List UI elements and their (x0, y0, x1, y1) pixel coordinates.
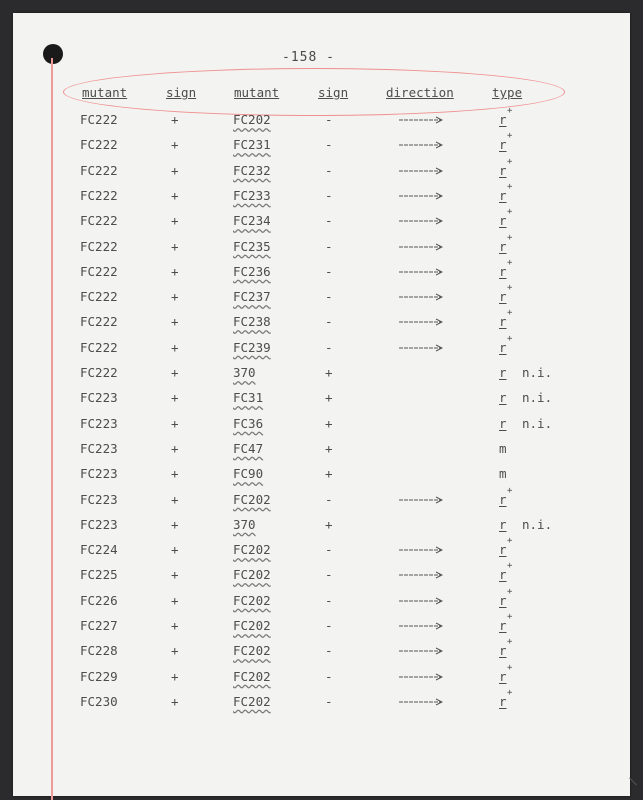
cell-sign-1: + (171, 618, 179, 633)
cell-mutant-1: FC222 (80, 314, 118, 330)
cell-mutant-2: FC202 (233, 567, 271, 583)
cell-mutant-2: FC238 (233, 314, 271, 330)
cell-mutant-2: FC232 (233, 162, 271, 178)
cell-sign-1: + (171, 592, 179, 608)
cell-sign-2: - (325, 162, 333, 178)
cell-mutant-1: FC222 (80, 289, 118, 305)
cell-sign-2: - (325, 314, 333, 330)
cell-sign-1: + (171, 440, 179, 456)
cell-sign-2: + (325, 440, 333, 456)
cell-mutant-1: FC227 (80, 618, 118, 633)
cell-mutant-1: FC222 (80, 162, 118, 178)
cell-sign-1: + (171, 339, 179, 355)
direction-arrow-icon (399, 673, 443, 681)
cell-mutant-1: FC222 (80, 137, 118, 153)
cell-mutant-2: FC236 (233, 263, 271, 279)
cell-mutant-1: FC223 (80, 466, 118, 482)
cell-type: r (499, 187, 507, 203)
cell-sign-1: + (171, 567, 179, 583)
type-superscript: + (507, 181, 513, 192)
direction-arrow-icon (399, 344, 443, 352)
cell-mutant-1: FC222 (80, 263, 118, 279)
cell-type: r (499, 112, 507, 127)
cell-sign-1: + (171, 137, 179, 153)
cell-mutant-2: FC202 (233, 592, 271, 608)
cell-mutant-2: 370 (233, 365, 256, 380)
cell-sign-1: + (171, 415, 179, 431)
cell-mutant-2: FC233 (233, 187, 271, 203)
cell-mutant-1: FC223 (80, 516, 118, 532)
cell-type: r (499, 162, 507, 178)
type-superscript: + (507, 156, 513, 167)
cell-sign-1: + (171, 390, 179, 406)
cell-type: r (499, 213, 507, 229)
cell-sign-1: + (171, 542, 179, 558)
type-superscript: + (507, 687, 513, 698)
cell-mutant-2: FC36 (233, 415, 264, 431)
type-superscript: + (507, 207, 513, 218)
direction-arrow-icon (399, 217, 443, 225)
cell-mutant-1: FC224 (80, 542, 118, 558)
cell-mutant-1: FC230 (80, 693, 118, 709)
cell-sign-1: + (171, 516, 179, 532)
type-superscript: + (507, 106, 513, 116)
direction-arrow-icon (399, 243, 443, 251)
type-superscript: + (507, 485, 513, 496)
direction-arrow-icon (399, 318, 443, 326)
direction-arrow-icon (399, 293, 443, 301)
cell-type: r (499, 415, 507, 431)
cell-type: m (499, 440, 507, 456)
cell-type: r (499, 238, 507, 254)
cell-type: r (499, 668, 507, 684)
cell-sign-2: + (325, 390, 333, 406)
type-superscript: + (507, 308, 513, 319)
cell-type: r (499, 542, 507, 558)
cell-sign-2: - (325, 542, 333, 558)
cell-sign-2: - (325, 491, 333, 507)
cell-mutant-2: FC237 (233, 289, 271, 305)
direction-arrow-icon (399, 622, 443, 630)
cell-sign-2: - (325, 112, 333, 127)
direction-arrow-icon (399, 141, 443, 149)
page-number: -158 - (282, 50, 335, 65)
cell-sign-2: - (325, 187, 333, 203)
cell-sign-2: - (325, 137, 333, 153)
cell-type: r (499, 592, 507, 608)
cell-type: r (499, 263, 507, 279)
header-direction: direction (386, 85, 454, 100)
cell-mutant-2: FC31 (233, 390, 264, 406)
direction-arrow-icon (399, 167, 443, 175)
header-type: type (492, 85, 523, 100)
cell-mutant-2: FC234 (233, 213, 271, 229)
type-superscript: + (507, 612, 513, 622)
cell-sign-2: - (325, 339, 333, 355)
cell-sign-2: + (325, 516, 333, 532)
cell-sign-1: + (171, 365, 179, 380)
cell-mutant-2: FC202 (233, 491, 271, 507)
type-superscript: + (507, 586, 513, 597)
type-superscript: + (507, 232, 513, 243)
cell-type: r (499, 567, 507, 583)
cell-mutant-1: FC223 (80, 440, 118, 456)
cell-mutant-2: 370 (233, 516, 256, 532)
cell-sign-2: - (325, 592, 333, 608)
cell-type: r (499, 516, 507, 532)
cell-mutant-1: FC222 (80, 238, 118, 254)
cell-type: r (499, 339, 507, 355)
cell-sign-1: + (171, 693, 179, 709)
cell-sign-2: + (325, 365, 333, 380)
cell-type: r (499, 365, 507, 380)
cell-sign-1: + (171, 289, 179, 305)
cell-sign-1: + (171, 263, 179, 279)
cell-mutant-2: FC202 (233, 112, 271, 127)
cell-mutant-2: FC202 (233, 668, 271, 684)
cell-sign-2: - (325, 567, 333, 583)
cell-mutant-2: FC231 (233, 137, 271, 153)
cell-sign-2: - (325, 668, 333, 684)
header-circle-annotation (63, 68, 565, 116)
type-superscript: + (507, 283, 513, 294)
cell-type: r (499, 618, 507, 633)
type-superscript: + (507, 561, 513, 572)
cell-type: r (499, 137, 507, 153)
cell-sign-1: + (171, 213, 179, 229)
cell-mutant-1: FC223 (80, 491, 118, 507)
direction-arrow-icon (399, 268, 443, 276)
header-mutant-1: mutant (82, 85, 128, 100)
margin-rule (51, 58, 53, 800)
cell-mutant-1: FC226 (80, 592, 118, 608)
cell-type: m (499, 466, 507, 482)
cell-mutant-2: FC47 (233, 440, 264, 456)
cell-mutant-2: FC202 (233, 542, 271, 558)
cell-sign-1: + (171, 238, 179, 254)
cell-mutant-1: FC225 (80, 567, 118, 583)
cell-sign-2: - (325, 693, 333, 709)
cell-note: n.i. (522, 516, 553, 532)
cell-type: r (499, 491, 507, 507)
cell-type: r (499, 289, 507, 305)
cell-mutant-2: FC235 (233, 238, 271, 254)
cell-mutant-1: FC228 (80, 643, 118, 659)
type-superscript: + (507, 333, 513, 344)
cell-type: r (499, 693, 507, 709)
cell-note: n.i. (522, 365, 553, 380)
cell-sign-1: + (171, 314, 179, 330)
type-superscript: + (507, 662, 513, 673)
header-sign-2: sign (318, 85, 349, 100)
type-superscript: + (507, 257, 513, 268)
punch-hole (43, 44, 63, 64)
direction-arrow-icon (399, 698, 443, 706)
direction-arrow-icon (399, 116, 443, 124)
type-superscript: + (507, 131, 513, 142)
cell-mutant-2: FC90 (233, 466, 264, 482)
cell-sign-1: + (171, 466, 179, 482)
cell-mutant-1: FC223 (80, 415, 118, 431)
cell-sign-1: + (171, 491, 179, 507)
cell-mutant-1: FC222 (80, 213, 118, 229)
cell-sign-1: + (171, 668, 179, 684)
cell-sign-2: - (325, 643, 333, 659)
cell-sign-1: + (171, 112, 179, 127)
cell-type: r (499, 643, 507, 659)
cell-type: r (499, 314, 507, 330)
cell-sign-2: - (325, 263, 333, 279)
cell-type: r (499, 390, 507, 406)
type-superscript: + (507, 637, 513, 648)
cell-sign-2: - (325, 238, 333, 254)
cell-mutant-2: FC202 (233, 618, 271, 633)
cell-mutant-1: FC222 (80, 339, 118, 355)
cell-sign-2: - (325, 213, 333, 229)
cell-mutant-2: FC202 (233, 693, 271, 709)
cell-sign-1: + (171, 187, 179, 203)
direction-arrow-icon (399, 597, 443, 605)
cell-sign-2: - (325, 289, 333, 305)
direction-arrow-icon (399, 546, 443, 554)
cell-mutant-1: FC223 (80, 390, 118, 406)
cell-mutant-1: FC222 (80, 112, 118, 127)
type-superscript: + (507, 536, 513, 547)
cell-sign-2: + (325, 466, 333, 482)
cell-mutant-1: FC229 (80, 668, 118, 684)
cell-mutant-2: FC202 (233, 643, 271, 659)
cell-sign-1: + (171, 643, 179, 659)
direction-arrow-icon (399, 496, 443, 504)
cell-note: n.i. (522, 415, 553, 431)
direction-arrow-icon (399, 571, 443, 579)
cell-sign-1: + (171, 162, 179, 178)
cell-note: n.i. (522, 390, 553, 406)
cell-sign-2: - (325, 618, 333, 633)
cell-mutant-1: FC222 (80, 365, 118, 380)
header-sign-1: sign (166, 85, 197, 100)
direction-arrow-icon (399, 647, 443, 655)
direction-arrow-icon (399, 192, 443, 200)
cell-mutant-2: FC239 (233, 339, 271, 355)
header-mutant-2: mutant (234, 85, 280, 100)
cell-sign-2: + (325, 415, 333, 431)
cell-mutant-1: FC222 (80, 187, 118, 203)
